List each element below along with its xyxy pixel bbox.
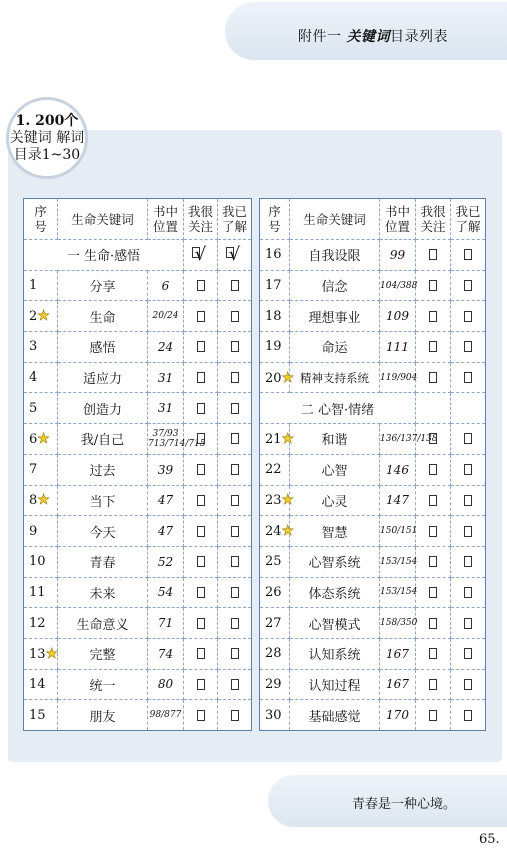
row-number: 19 [260, 332, 290, 363]
col-position: 书中 位置 [380, 199, 416, 240]
row-number: 25 [260, 546, 290, 577]
care-checkbox-cell [184, 362, 218, 393]
care-checkbox[interactable] [429, 372, 437, 383]
page-header [298, 26, 448, 46]
care-checkbox[interactable] [429, 495, 437, 506]
badge-line2: 关键词 解词 [9, 129, 85, 146]
table-row [24, 332, 252, 363]
care-checkbox-cell [184, 577, 218, 608]
care-checkbox[interactable] [429, 433, 437, 444]
know-checkbox-cell [218, 424, 252, 455]
col-know: 我已 了解 [451, 199, 486, 240]
row-number: 22 [260, 454, 290, 485]
keyword-table-left [23, 198, 252, 731]
know-checkbox[interactable] [464, 648, 472, 659]
table-row [24, 362, 252, 393]
know-checkbox[interactable] [231, 556, 239, 567]
page-ref-cell: 147 [380, 485, 416, 516]
table-row [260, 332, 486, 363]
section-empty-cell [416, 393, 451, 424]
page-ref-cell: 167 [380, 638, 416, 669]
know-checkbox[interactable] [231, 495, 239, 506]
keyword-cell: 过去 [58, 454, 148, 485]
know-checkbox-cell [451, 608, 486, 639]
know-checkbox[interactable] [464, 526, 472, 537]
page-ref-cell: 74 [148, 638, 184, 669]
know-checkbox-cell [218, 608, 252, 639]
page-ref-cell: 6 [148, 270, 184, 301]
page-ref-cell: 167 [380, 669, 416, 700]
keyword-cell: 认知过程 [290, 669, 380, 700]
page-ref-cell: 111 [380, 332, 416, 363]
table-row [260, 516, 486, 547]
know-checkbox-cell [451, 454, 486, 485]
keyword-cell: 生命 [58, 301, 148, 332]
care-checkbox-cell [416, 362, 451, 393]
row-number: 17 [260, 270, 290, 301]
page-ref-cell: 47 [148, 516, 184, 547]
keyword-cell: 我/自己 [58, 424, 148, 455]
row-number: 10 [24, 546, 58, 577]
know-checkbox-cell [451, 301, 486, 332]
care-checkbox[interactable] [429, 710, 437, 721]
know-checkbox[interactable] [464, 433, 472, 444]
page-ref-cell: 37/93 713/714/715 [148, 424, 184, 455]
keyword-cell: 智慧 [290, 516, 380, 547]
table-row [260, 669, 486, 700]
know-checkbox[interactable] [464, 311, 472, 322]
know-checkbox[interactable] [464, 249, 472, 260]
sample-check-care: √ [184, 240, 218, 271]
star-icon: ★ [37, 308, 50, 325]
row-number: 23★ [260, 485, 290, 516]
star-icon: ★ [281, 523, 295, 540]
care-checkbox[interactable] [429, 280, 437, 291]
row-number: 6★ [24, 424, 58, 455]
keyword-cell: 今天 [58, 516, 148, 547]
row-number: 3 [24, 332, 58, 363]
star-icon: ★ [281, 492, 295, 509]
row-number: 21★ [260, 424, 290, 455]
row-number: 30 [260, 700, 290, 731]
star-icon: ★ [45, 645, 59, 662]
page-ref-cell: 119/904 [380, 362, 416, 393]
care-checkbox-cell [416, 332, 451, 363]
table-row [24, 546, 252, 577]
know-checkbox[interactable] [231, 710, 239, 721]
know-checkbox-cell [451, 546, 486, 577]
page-ref-cell: 47 [148, 485, 184, 516]
table-row [24, 454, 252, 485]
care-checkbox-cell [184, 485, 218, 516]
table-row [24, 424, 252, 455]
care-checkbox[interactable] [429, 618, 437, 629]
know-checkbox[interactable] [464, 587, 472, 598]
know-checkbox-cell [218, 516, 252, 547]
page-ref-cell: 158/350 [380, 608, 416, 639]
table-row [24, 638, 252, 669]
know-checkbox[interactable] [464, 495, 472, 506]
page-ref-cell: 109 [380, 301, 416, 332]
col-index: 序 号 [24, 199, 58, 240]
know-checkbox[interactable] [464, 679, 472, 690]
know-checkbox[interactable] [464, 556, 472, 567]
care-checkbox[interactable] [197, 648, 205, 659]
row-number: 13★ [24, 638, 58, 669]
row-number: 7 [24, 454, 58, 485]
know-checkbox[interactable] [231, 372, 239, 383]
care-checkbox-cell [184, 301, 218, 332]
page-ref-cell: 31 [148, 393, 184, 424]
know-checkbox[interactable] [464, 280, 472, 291]
care-checkbox[interactable] [429, 526, 437, 537]
star-icon: ★ [37, 492, 50, 509]
care-checkbox-cell [184, 669, 218, 700]
know-checkbox-cell [451, 516, 486, 547]
care-checkbox-cell [416, 700, 451, 731]
care-checkbox-cell [416, 301, 451, 332]
keyword-cell: 精神支持系统 [290, 362, 380, 393]
row-number: 20★ [260, 362, 290, 393]
care-checkbox[interactable] [429, 648, 437, 659]
row-number: 28 [260, 638, 290, 669]
know-checkbox[interactable] [231, 526, 239, 537]
keyword-cell: 认知系统 [290, 638, 380, 669]
table-row [260, 485, 486, 516]
know-checkbox-cell [218, 577, 252, 608]
know-checkbox[interactable] [231, 648, 239, 659]
table-row [260, 608, 486, 639]
table-row [260, 301, 486, 332]
star-icon: ★ [281, 369, 295, 386]
keyword-cell: 统一 [58, 669, 148, 700]
table-row [24, 393, 252, 424]
care-checkbox[interactable] [429, 464, 437, 475]
care-checkbox-cell [416, 240, 451, 271]
know-checkbox[interactable] [231, 433, 239, 444]
know-checkbox[interactable] [231, 341, 239, 352]
col-care: 我很 关注 [184, 199, 218, 240]
know-checkbox-cell [218, 362, 252, 393]
keyword-cell: 朋友 [58, 700, 148, 731]
know-checkbox[interactable] [464, 341, 472, 352]
know-checkbox-cell [218, 332, 252, 363]
page-ref-cell: 71 [148, 608, 184, 639]
page-ref-cell: 153/154 [380, 546, 416, 577]
page-number: 65. [479, 832, 500, 847]
care-checkbox-cell [184, 454, 218, 485]
table-row [260, 700, 486, 731]
page-ref-cell: 170 [380, 700, 416, 731]
section-title: 一 生命·感悟 [24, 240, 184, 271]
section-row [24, 240, 252, 271]
keyword-cell: 完整 [58, 638, 148, 669]
header-prefix: 附件一 [298, 29, 347, 45]
col-position: 书中 位置 [148, 199, 184, 240]
page-ref-cell: 98/877 [148, 700, 184, 731]
table-row [24, 301, 252, 332]
care-checkbox-cell [416, 638, 451, 669]
row-number: 26 [260, 577, 290, 608]
care-checkbox-cell [184, 270, 218, 301]
know-checkbox-cell [451, 669, 486, 700]
know-checkbox[interactable] [464, 464, 472, 475]
care-checkbox-cell [416, 608, 451, 639]
page-ref-cell: 39 [148, 454, 184, 485]
row-number: 5 [24, 393, 58, 424]
col-index: 序 号 [260, 199, 290, 240]
care-checkbox[interactable] [197, 679, 205, 690]
page-ref-cell: 31 [148, 362, 184, 393]
care-checkbox[interactable] [197, 495, 205, 506]
care-checkbox[interactable] [197, 710, 205, 721]
know-checkbox-cell [218, 485, 252, 516]
know-checkbox[interactable] [464, 618, 472, 629]
row-number: 12 [24, 608, 58, 639]
know-checkbox-cell [451, 240, 486, 271]
care-checkbox-cell [416, 516, 451, 547]
row-number: 4 [24, 362, 58, 393]
know-checkbox-cell [451, 638, 486, 669]
know-checkbox-cell [218, 454, 252, 485]
row-number: 24★ [260, 516, 290, 547]
page-ref-cell: 146 [380, 454, 416, 485]
know-checkbox[interactable] [231, 464, 239, 475]
section-empty-cell [451, 393, 486, 424]
care-checkbox[interactable] [429, 556, 437, 567]
keyword-cell: 生命意义 [58, 608, 148, 639]
care-checkbox[interactable] [197, 403, 205, 414]
table-row [24, 669, 252, 700]
col-keyword: 生命关键词 [290, 199, 380, 240]
keyword-cell: 青春 [58, 546, 148, 577]
table-row [24, 270, 252, 301]
keyword-cell: 和谐 [290, 424, 380, 455]
keyword-cell: 心灵 [290, 485, 380, 516]
care-checkbox-cell [184, 700, 218, 731]
row-number: 2★ [24, 301, 58, 332]
keyword-cell: 心智系统 [290, 546, 380, 577]
know-checkbox[interactable] [231, 311, 239, 322]
page-ref-cell: 20/24 [148, 301, 184, 332]
table-row [260, 362, 486, 393]
table-row [260, 546, 486, 577]
page-ref-cell: 136/137/138 [380, 424, 416, 455]
table-row [260, 424, 486, 455]
care-checkbox-cell [416, 270, 451, 301]
star-icon: ★ [37, 430, 50, 447]
care-checkbox[interactable] [429, 587, 437, 598]
know-checkbox-cell [451, 577, 486, 608]
keyword-cell: 自我设限 [290, 240, 380, 271]
row-number: 14 [24, 669, 58, 700]
know-checkbox-cell [451, 332, 486, 363]
row-number: 27 [260, 608, 290, 639]
care-checkbox[interactable] [429, 311, 437, 322]
know-checkbox-cell [451, 424, 486, 455]
know-checkbox[interactable] [231, 280, 239, 291]
row-number: 16 [260, 240, 290, 271]
keyword-cell: 理想事业 [290, 301, 380, 332]
care-checkbox-cell [416, 577, 451, 608]
know-checkbox-cell [451, 700, 486, 731]
keyword-cell: 创造力 [58, 393, 148, 424]
know-checkbox[interactable] [231, 403, 239, 414]
care-checkbox[interactable] [197, 341, 205, 352]
row-number: 29 [260, 669, 290, 700]
know-checkbox[interactable] [231, 618, 239, 629]
know-checkbox[interactable] [231, 587, 239, 598]
table-row [24, 516, 252, 547]
care-checkbox[interactable] [197, 618, 205, 629]
star-icon: ★ [281, 430, 295, 447]
col-care: 我很 关注 [416, 199, 451, 240]
table-row [24, 577, 252, 608]
care-checkbox-cell [416, 546, 451, 577]
page-ref-cell: 150/151 [380, 516, 416, 547]
know-checkbox-cell [451, 485, 486, 516]
care-checkbox-cell [416, 485, 451, 516]
col-know: 我已 了解 [218, 199, 252, 240]
table-row [260, 577, 486, 608]
care-checkbox-cell [184, 638, 218, 669]
badge-line3: 目录1~30 [13, 146, 81, 163]
care-checkbox-cell [184, 516, 218, 547]
row-number: 15 [24, 700, 58, 731]
section-row [260, 393, 486, 424]
page-ref-cell: 24 [148, 332, 184, 363]
header-emphasis: 关键词 [346, 29, 390, 45]
table-row [260, 240, 486, 271]
know-checkbox-cell [218, 669, 252, 700]
know-checkbox-cell [218, 393, 252, 424]
page-ref-cell: 52 [148, 546, 184, 577]
keyword-cell: 未来 [58, 577, 148, 608]
know-checkbox-cell [218, 638, 252, 669]
care-checkbox[interactable] [429, 341, 437, 352]
keyword-cell: 命运 [290, 332, 380, 363]
know-checkbox-cell [218, 546, 252, 577]
keyword-table-right [259, 198, 486, 731]
row-number: 8★ [24, 485, 58, 516]
table-row [24, 485, 252, 516]
care-checkbox[interactable] [197, 433, 205, 444]
care-checkbox-cell [184, 332, 218, 363]
keyword-cell: 信念 [290, 270, 380, 301]
care-checkbox-cell [416, 454, 451, 485]
care-checkbox[interactable] [197, 587, 205, 598]
care-checkbox-cell [184, 393, 218, 424]
page-ref-cell: 80 [148, 669, 184, 700]
care-checkbox-cell [184, 608, 218, 639]
page-ref-cell: 54 [148, 577, 184, 608]
care-checkbox[interactable] [197, 464, 205, 475]
page-ref-cell: 99 [380, 240, 416, 271]
table-row [24, 608, 252, 639]
keyword-cell: 当下 [58, 485, 148, 516]
care-checkbox[interactable] [197, 526, 205, 537]
row-number: 18 [260, 301, 290, 332]
table-row [260, 454, 486, 485]
row-number: 11 [24, 577, 58, 608]
page-ref-cell: 104/388 [380, 270, 416, 301]
care-checkbox-cell [416, 669, 451, 700]
table-header-row [24, 199, 252, 240]
care-checkbox[interactable] [429, 249, 437, 260]
care-checkbox[interactable] [197, 280, 205, 291]
keyword-cell: 基础感觉 [290, 700, 380, 731]
care-checkbox[interactable] [197, 311, 205, 322]
table-row [260, 270, 486, 301]
keyword-cell: 感悟 [58, 332, 148, 363]
table-row [24, 700, 252, 731]
know-checkbox[interactable] [464, 372, 472, 383]
page-ref-cell: 153/154 [380, 577, 416, 608]
sample-check-know: √ [218, 240, 252, 271]
section-title: 二 心智·情绪 [260, 393, 416, 424]
know-checkbox[interactable] [464, 710, 472, 721]
footer-quote: 青春是一种心境。 [352, 797, 457, 812]
row-number: 1 [24, 270, 58, 301]
keyword-cell: 心智模式 [290, 608, 380, 639]
section-badge [6, 97, 88, 179]
row-number: 9 [24, 516, 58, 547]
table-row [260, 638, 486, 669]
know-checkbox-cell [451, 270, 486, 301]
know-checkbox-cell [218, 700, 252, 731]
badge-line1: 1. 200个 [15, 112, 79, 129]
keyword-cell: 体态系统 [290, 577, 380, 608]
care-checkbox-cell [184, 546, 218, 577]
table-header-row [260, 199, 486, 240]
keyword-cell: 分享 [58, 270, 148, 301]
know-checkbox[interactable] [231, 679, 239, 690]
col-keyword: 生命关键词 [58, 199, 148, 240]
care-checkbox[interactable] [197, 556, 205, 567]
care-checkbox[interactable] [197, 372, 205, 383]
care-checkbox[interactable] [429, 679, 437, 690]
know-checkbox-cell [218, 270, 252, 301]
header-suffix: 目录列表 [389, 29, 448, 45]
keyword-cell: 心智 [290, 454, 380, 485]
know-checkbox-cell [218, 301, 252, 332]
know-checkbox-cell [451, 362, 486, 393]
keyword-cell: 适应力 [58, 362, 148, 393]
